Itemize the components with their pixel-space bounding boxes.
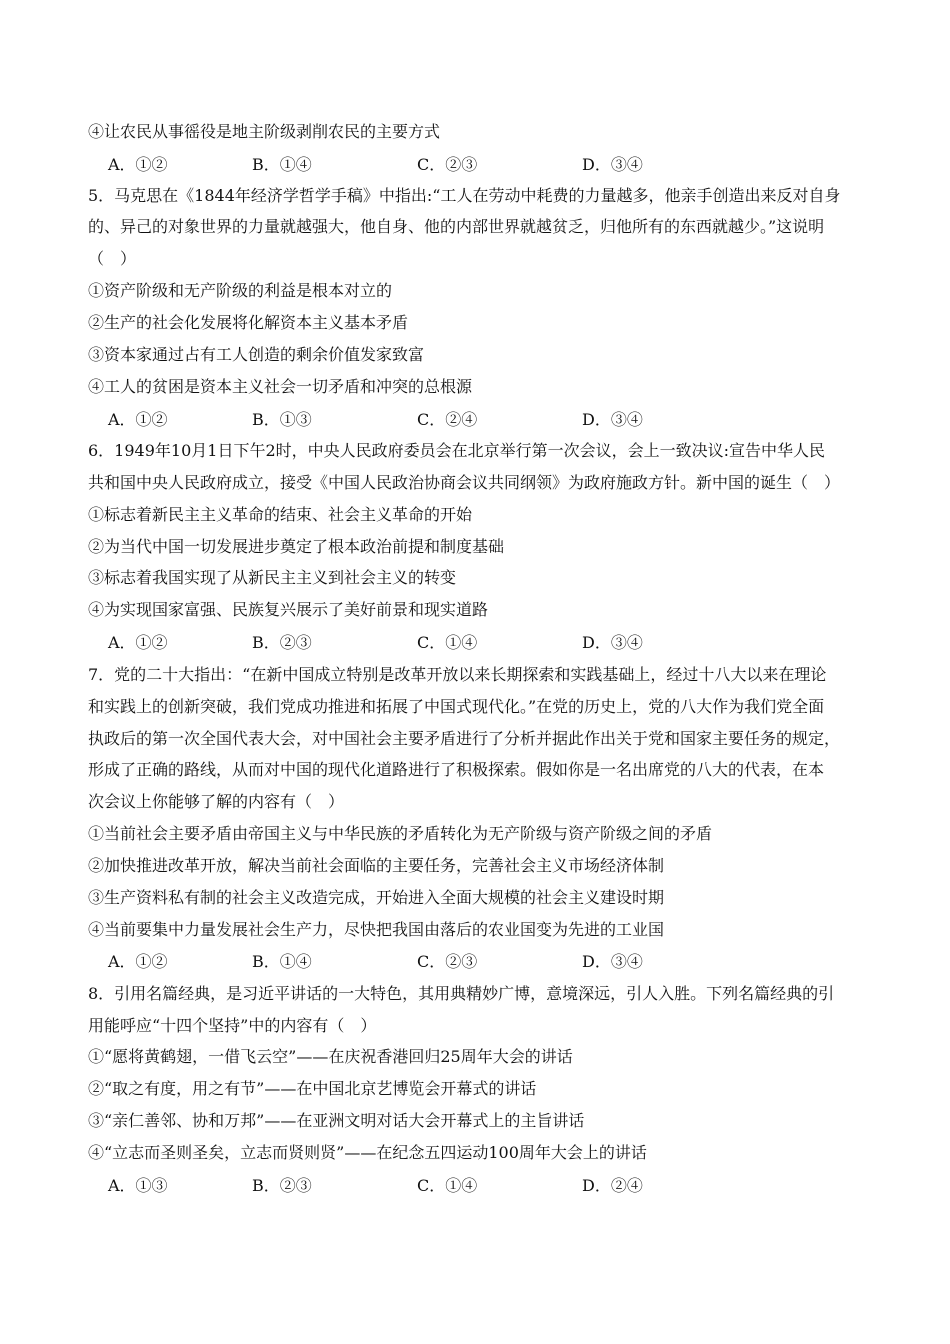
q8-item-1: ①“愿将黄鹤翅，一借飞云空”——在庆祝香港回归25周年大会的讲话	[88, 1047, 573, 1066]
q6-item-3: ③标志着我国实现了从新民主主义到社会主义的转变	[88, 568, 457, 587]
q4-option-c: C．②③	[417, 155, 478, 174]
q7-item-1: ①当前社会主要矛盾由帝国主义与中华民族的矛盾转化为无产阶级与资产阶级之间的矛盾	[88, 824, 713, 843]
q7-stem-line-4: 形成了正确的路线，从而对中国的现代化道路进行了积极探索。假如你是一名出席党的八大的代表，在本	[88, 760, 825, 779]
q7-item-3: ③生产资料私有制的社会主义改造完成，开始进入全面大规模的社会主义建设时期	[88, 888, 665, 907]
q8-option-d: D．②④	[582, 1176, 643, 1195]
q8-item-3: ③“亲仁善邻、协和万邦”——在亚洲文明对话大会开幕式上的主旨讲话	[88, 1111, 585, 1130]
q5-item-4: ④工人的贫困是资本主义社会一切矛盾和冲突的总根源	[88, 377, 473, 396]
q6-item-4: ④为实现国家富强、民族复兴展示了美好前景和现实道路	[88, 600, 489, 619]
q5-item-3: ③资本家通过占有工人创造的剩余价值发家致富	[88, 345, 425, 364]
q7-item-2: ②加快推进改革开放，解决当前社会面临的主要任务，完善社会主义市场经济体制	[88, 856, 665, 875]
q8-stem-line-1: 8．引用名篇经典，是习近平讲话的一大特色，其用典精妙广博，意境深远，引人入胜。下列名篇经典的引	[88, 984, 835, 1003]
q7-stem-line-5: 次会议上你能够了解的内容有（ ）	[88, 792, 345, 811]
q7-item-4: ④当前要集中力量发展社会生产力，尽快把我国由落后的农业国变为先进的工业国	[88, 920, 665, 939]
q8-options	[108, 1176, 868, 1196]
q8-item-2: ②“取之有度，用之有节”——在中国北京艺博览会开幕式的讲话	[88, 1079, 537, 1098]
q4-options	[108, 155, 868, 175]
q8-option-b: B．②③	[252, 1176, 312, 1195]
q4-option-a: A．①②	[108, 155, 168, 174]
q7-option-c: C．②③	[417, 952, 478, 971]
q7-stem-line-1: 7．党的二十大指出：“在新中国成立特别是改革开放以来长期探索和实践基础上，经过十八大以来在理论	[88, 665, 827, 684]
q4-item-4: ④让农民从事徭役是地主阶级剥削农民的主要方式	[88, 122, 441, 141]
q5-item-2: ②生产的社会化发展将化解资本主义基本矛盾	[88, 313, 409, 332]
q8-option-c: C．①④	[417, 1176, 478, 1195]
q7-option-d: D．③④	[582, 952, 643, 971]
q4-option-b: B．①④	[252, 155, 312, 174]
q6-option-d: D．③④	[582, 633, 643, 652]
q8-item-4: ④“立志而圣则圣矣，立志而贤则贤”——在纪念五四运动100周年大会上的讲话	[88, 1143, 647, 1162]
q7-stem-line-2: 和实践上的创新突破，我们党成功推进和拓展了中国式现代化。”在党的历史上，党的八大作为我们党全面	[88, 697, 825, 716]
q7-option-a: A．①②	[108, 952, 168, 971]
q7-option-b: B．①④	[252, 952, 312, 971]
q8-stem-line-2: 用能呼应“十四个坚持”中的内容有（ ）	[88, 1016, 377, 1035]
q5-options	[108, 410, 868, 430]
q6-option-c: C．①④	[417, 633, 478, 652]
q6-item-1: ①标志着新民主主义革命的结束、社会主义革命的开始	[88, 505, 473, 524]
q5-stem-line-3: （ ）	[88, 249, 137, 268]
q6-stem-line-1: 6．1949年10月1日下午2时，中央人民政府委员会在北京举行第一次会议，会上一致决议:宣告中华人民	[88, 441, 826, 460]
q5-option-a: A．①②	[108, 410, 168, 429]
q6-option-b: B．②③	[252, 633, 312, 652]
q5-option-c: C．②④	[417, 410, 478, 429]
q7-options	[108, 952, 868, 972]
q6-stem-line-2: 共和国中央人民政府成立，接受《中国人民政治协商会议共同纲领》为政府施政方针。新中国的诞生（ ）	[88, 473, 841, 492]
q7-stem-line-3: 执政后的第一次全国代表大会，对中国社会主要矛盾进行了分析并据此作出关于党和国家主要任务的规定，	[88, 729, 841, 748]
q5-stem-line-2: 的、异己的对象世界的力量就越强大，他自身、他的内部世界就越贫乏，归他所有的东西就越少。”这说明	[88, 217, 825, 236]
q5-option-b: B．①③	[252, 410, 312, 429]
q8-option-a: A．①③	[108, 1176, 168, 1195]
q6-option-a: A．①②	[108, 633, 168, 652]
q4-option-d: D．③④	[582, 155, 643, 174]
q5-item-1: ①资产阶级和无产阶级的利益是根本对立的	[88, 281, 393, 300]
q6-options	[108, 633, 868, 653]
q5-option-d: D．③④	[582, 410, 643, 429]
q5-stem-line-1: 5．马克思在《1844年经济学哲学手稿》中指出:“工人在劳动中耗费的力量越多，他亲手创造出来反对自身	[88, 186, 841, 205]
q6-item-2: ②为当代中国一切发展进步奠定了根本政治前提和制度基础	[88, 537, 505, 556]
